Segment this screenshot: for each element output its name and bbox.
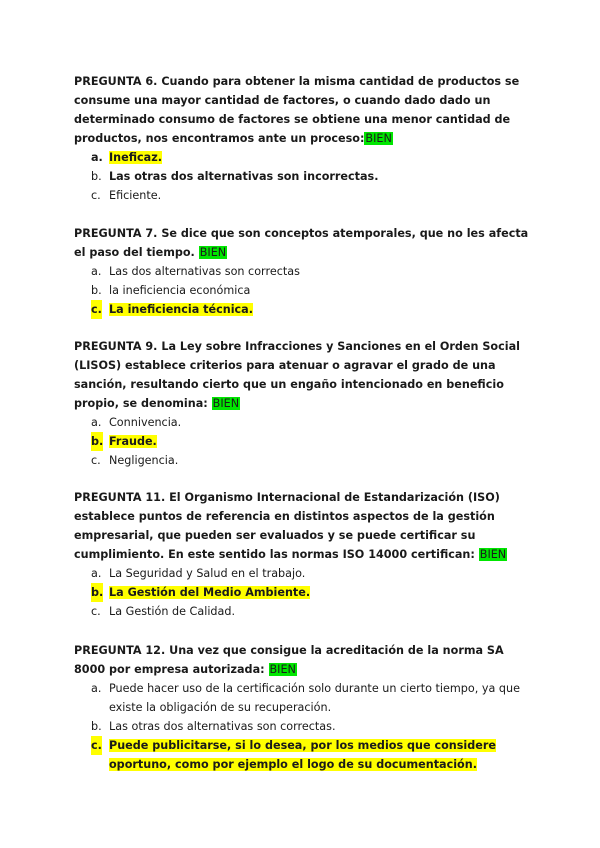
- question-12-text: PREGUNTA 12. Una vez que consigue la acreditación de la norma SA 8000 por empresa autorizada:: [74, 644, 504, 676]
- question-6-text: PREGUNTA 6. Cuando para obtener la misma cantidad de productos se consume una mayor cantidad de factores, o cuando dado dado un determinado consumo de factores se obtiene una menor cantidad de productos, nos encontramos ante un proceso:: [74, 75, 520, 145]
- option-text: La Gestión de Calidad.: [109, 605, 236, 618]
- option-a: [74, 148, 530, 167]
- option-b: [74, 717, 530, 736]
- option-letter: a.: [91, 416, 102, 429]
- option-letter: b.: [91, 432, 103, 451]
- option-text: Las dos alternativas son correctas: [109, 265, 300, 278]
- result-badge: BIEN: [212, 397, 240, 410]
- option-text: Puede publicitarse, si lo desea, por los medios que considere oportuno, como por ejemplo el logo de su documentación.: [109, 739, 496, 771]
- option-letter: b.: [91, 720, 102, 733]
- question-11: [74, 488, 530, 621]
- option-text: Fraude.: [109, 435, 157, 448]
- question-9: [74, 337, 530, 470]
- result-badge: BIEN: [479, 548, 507, 561]
- option-b: [74, 167, 530, 186]
- option-text: La Gestión del Medio Ambiente.: [109, 586, 311, 599]
- option-letter: b.: [91, 583, 103, 602]
- option-c: [74, 186, 530, 205]
- option-a: [74, 679, 530, 717]
- question-text: [74, 641, 530, 679]
- option-text: la ineficiencia económica: [109, 284, 251, 297]
- option-text: Eficiente.: [109, 189, 162, 202]
- result-badge: BIEN: [269, 663, 296, 676]
- option-c: [74, 602, 530, 621]
- question-text: [74, 224, 530, 262]
- option-letter: c.: [91, 605, 101, 618]
- option-letter: c.: [91, 300, 102, 319]
- option-b: [74, 281, 530, 300]
- question-text: [74, 337, 530, 413]
- option-a: [74, 262, 530, 281]
- option-letter: c.: [91, 736, 102, 755]
- option-a: [74, 564, 530, 583]
- option-letter: a.: [91, 151, 103, 164]
- options-list: [74, 413, 530, 470]
- question-12: [74, 641, 530, 774]
- option-text: La ineficiencia técnica.: [109, 303, 253, 316]
- question-7: [74, 224, 530, 319]
- question-text: [74, 488, 530, 564]
- option-c: [74, 736, 530, 774]
- option-letter: b.: [91, 284, 102, 297]
- option-text: Las otras dos alternativas son correctas.: [109, 720, 336, 733]
- option-text: Connivencia.: [109, 416, 182, 429]
- question-6: [74, 72, 530, 205]
- option-text: La Seguridad y Salud en el trabajo.: [109, 567, 306, 580]
- options-list: [74, 564, 530, 621]
- option-text: Ineficaz.: [109, 151, 162, 164]
- option-b: [74, 583, 530, 602]
- option-text: Puede hacer uso de la certificación solo durante un cierto tiempo, ya que existe la obligación de su recuperación.: [109, 682, 520, 714]
- option-a: [74, 413, 530, 432]
- question-11-text: PREGUNTA 11. El Organismo Internacional de Estandarización (ISO) establece puntos de referencia en distintos aspectos de la gestión empresarial, que pueden ser evaluados y se puede certificar su cumplimiento. En este sentido las normas ISO 14000 certifican:: [74, 491, 500, 561]
- option-letter: a.: [91, 682, 102, 695]
- option-letter: a.: [91, 567, 102, 580]
- result-badge: BIEN: [199, 246, 227, 259]
- option-text: Las otras dos alternativas son incorrectas.: [109, 170, 379, 183]
- options-list: [74, 262, 530, 319]
- option-letter: a.: [91, 265, 102, 278]
- option-letter: b.: [91, 170, 102, 183]
- option-letter: c.: [91, 454, 101, 467]
- result-badge: BIEN: [365, 132, 392, 145]
- option-b: [74, 432, 530, 451]
- option-letter: c.: [91, 189, 101, 202]
- option-text: Negligencia.: [109, 454, 179, 467]
- question-text: [74, 72, 530, 148]
- options-list: [74, 679, 530, 774]
- option-c: [74, 451, 530, 470]
- question-9-text: PREGUNTA 9. La Ley sobre Infracciones y Sanciones en el Orden Social (LISOS) establece criterios para atenuar o agravar el grado de una sanción, resultando cierto que un engaño intencionado en beneficio propio, se denomina:: [74, 340, 520, 410]
- option-c: [74, 300, 530, 319]
- options-list: [74, 148, 530, 205]
- question-7-text: PREGUNTA 7. Se dice que son conceptos atemporales, que no les afecta el paso del tiempo.: [74, 227, 529, 259]
